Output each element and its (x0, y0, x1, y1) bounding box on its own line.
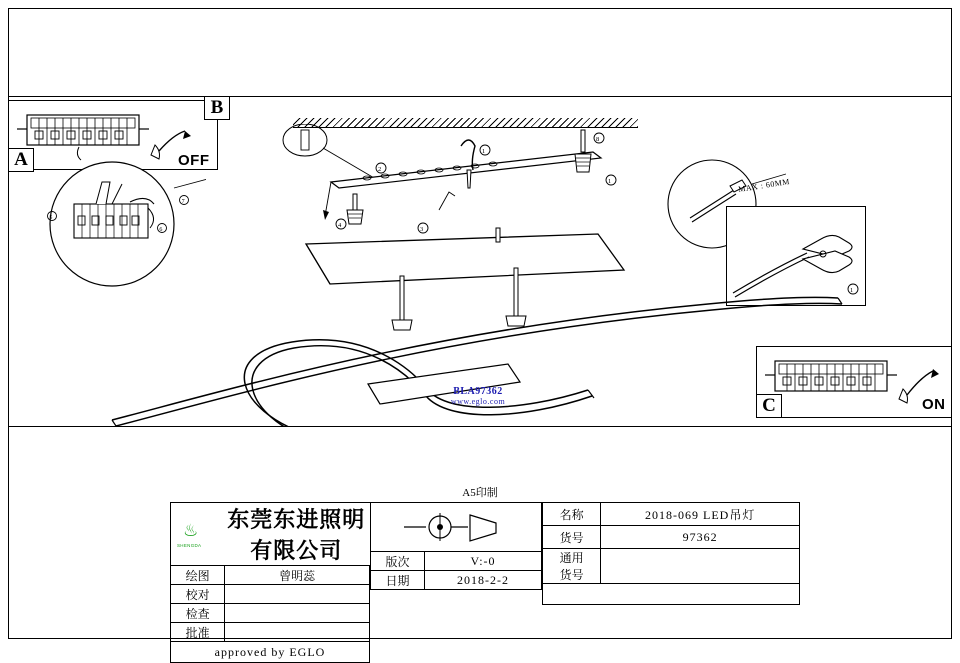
right-label-item: 货号 (543, 526, 601, 549)
company-name: 东莞东进照明有限公司 (227, 508, 366, 564)
row-value-check2 (225, 604, 370, 623)
svg-text:8: 8 (596, 136, 600, 143)
mid-label-version: 版次 (371, 552, 425, 571)
row-value-approve (225, 623, 370, 642)
mid-value-date: 2018-2-2 (425, 571, 542, 590)
approved-by: approved by EGLO (171, 642, 370, 663)
title-left-table (170, 502, 370, 663)
svg-text:1: 1 (608, 178, 612, 185)
shengda-logo (177, 519, 223, 549)
product-website: www.eglo.com (450, 397, 506, 406)
svg-text:5: 5 (49, 215, 53, 221)
right-label-name: 名称 (543, 503, 601, 526)
panel-c-letter: C (756, 394, 782, 418)
right-label-common-2: 货号 (543, 566, 601, 584)
row-value-check1 (225, 585, 370, 604)
company-row (171, 503, 370, 565)
row-label-check1: 校对 (171, 585, 225, 604)
svg-text:1: 1 (850, 287, 854, 294)
row-label-check2: 检查 (171, 604, 225, 623)
row-label-draw: 绘图 (171, 566, 225, 585)
mid-value-version: V:-0 (425, 552, 542, 571)
svg-text:3: 3 (420, 226, 424, 233)
svg-text:2: 2 (378, 166, 382, 173)
assembly-illustration (8, 96, 952, 426)
mid-label-date: 日期 (371, 571, 425, 590)
right-blank-row (543, 584, 800, 605)
panel-a-letter: A (8, 148, 34, 172)
right-value-name: 2018-069 LED吊灯 (601, 503, 800, 526)
row-label-approve: 批准 (171, 623, 225, 642)
svg-text:4: 4 (338, 222, 342, 229)
right-value-common (601, 549, 800, 584)
title-mid-table (370, 502, 542, 590)
print-note: A5印制 (462, 487, 498, 499)
max-length-note: MAX : 60MM (737, 176, 791, 195)
on-label: ON (922, 396, 946, 413)
svg-text:6: 6 (159, 227, 163, 233)
logo-mark-icon: ♨ (183, 521, 199, 541)
svg-text:1: 1 (482, 148, 486, 155)
logo-text: SHENGDA (177, 543, 202, 548)
panel-b-letter: B (204, 96, 230, 120)
off-label: OFF (178, 152, 210, 169)
print-note-row (8, 484, 952, 500)
symbol-cell (371, 503, 542, 552)
title-right-table (542, 502, 800, 605)
row-value-draw: 曾明蕊 (225, 566, 370, 585)
lamp-symbol-icon (396, 511, 516, 543)
divider-bottom (8, 426, 952, 427)
product-code-block (408, 386, 548, 406)
right-label-common-1: 通用 (543, 549, 601, 567)
product-code: BLA97362 (453, 386, 503, 397)
svg-text:7: 7 (181, 199, 185, 205)
right-value-item: 97362 (601, 526, 800, 549)
